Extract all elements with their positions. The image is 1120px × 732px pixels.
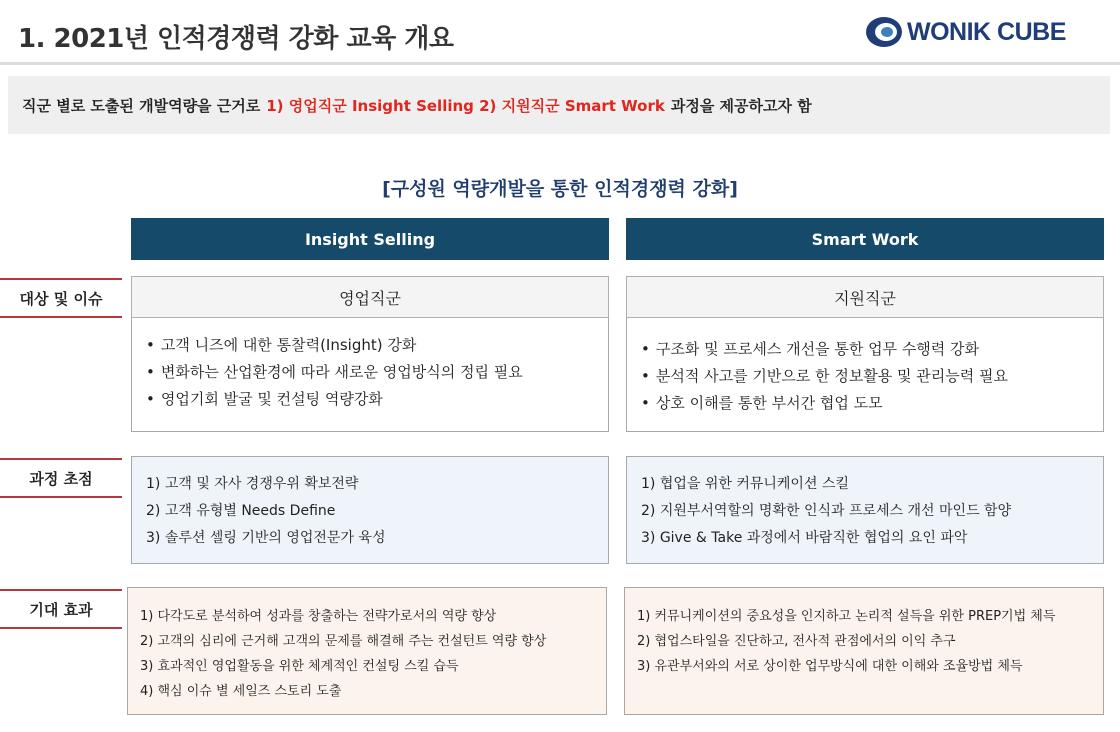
list-item: • 분석적 사고를 기반으로 한 정보활용 및 관리능력 필요 xyxy=(641,363,1103,390)
target-group-sales: 영업직군 xyxy=(131,276,609,318)
list-item: 1) 고객 및 자사 경쟁우위 확보전략 xyxy=(146,476,359,492)
intro-text-after: 과정을 제공하고자 함 xyxy=(670,96,812,115)
list-item: 3) 유관부서와의 서로 상이한 업무방식에 대한 이해와 조율방법 체득 xyxy=(637,659,1023,674)
section-title: [구성원 역량개발을 통한 인적경쟁력 강화] xyxy=(382,178,738,200)
list-item: • 영업기회 발굴 및 컨설팅 역량강화 xyxy=(146,386,608,413)
focus-box-insight-selling xyxy=(131,456,609,564)
company-logo xyxy=(864,14,1066,50)
list-item: 3) 솔루션 셀링 기반의 영업전문가 육성 xyxy=(146,530,386,546)
row-label-effect: 기대 효과 xyxy=(0,589,122,629)
intro-highlight: 1) 영업직군 Insight Selling 2) 지원직군 Smart Work xyxy=(266,96,665,115)
logo-text: WONIK CUBE xyxy=(907,17,1066,46)
issues-box-smart-work xyxy=(626,318,1104,432)
list-item: 1) 다각도로 분석하여 성과를 창출하는 전략가로서의 역량 향상 xyxy=(140,609,497,624)
list-item: • 변화하는 산업환경에 따라 새로운 영업방식의 정립 필요 xyxy=(146,359,608,386)
focus-box-smart-work xyxy=(626,456,1104,564)
logo-mark-icon xyxy=(864,15,904,49)
list-item: • 상호 이해를 통한 부서간 협업 도모 xyxy=(641,390,1103,417)
list-item: 1) 커뮤니케이션의 중요성을 인지하고 논리적 설득을 위한 PREP기법 체득 xyxy=(637,609,1056,624)
list-item: 2) 고객 유형별 Needs Define xyxy=(146,503,336,519)
list-item: 3) 효과적인 영업활동을 위한 체계적인 컨설팅 스킬 습득 xyxy=(140,659,459,674)
intro-banner xyxy=(8,76,1110,134)
list-item: 1) 협업을 위한 커뮤니케이션 스킬 xyxy=(641,476,849,492)
list-item: 2) 협업스타일을 진단하고, 전사적 관점에서의 이익 추구 xyxy=(637,634,956,649)
column-header-smart-work: Smart Work xyxy=(626,218,1104,260)
list-item: 3) Give & Take 과정에서 바람직한 협업의 요인 파악 xyxy=(641,530,968,546)
list-item: 2) 지원부서역할의 명확한 인식과 프로세스 개선 마인드 함양 xyxy=(641,503,1012,519)
effects-box-insight-selling xyxy=(127,587,607,715)
intro-text-before: 직군 별로 도출된 개발역량을 근거로 xyxy=(22,96,261,115)
row-label-target: 대상 및 이슈 xyxy=(0,278,122,318)
title-divider xyxy=(0,62,1120,65)
target-group-support: 지원직군 xyxy=(626,276,1104,318)
column-header-insight-selling: Insight Selling xyxy=(131,218,609,260)
row-label-focus: 과정 초점 xyxy=(0,458,122,498)
list-item: 4) 핵심 이슈 별 세일즈 스토리 도출 xyxy=(140,684,342,699)
issues-box-insight-selling xyxy=(131,318,609,432)
list-item: • 구조화 및 프로세스 개선을 통한 업무 수행력 강화 xyxy=(641,336,1103,363)
list-item: 2) 고객의 심리에 근거해 고객의 문제를 해결해 주는 컨설턴트 역량 향상 xyxy=(140,634,547,649)
effects-box-smart-work xyxy=(624,587,1104,715)
list-item: • 고객 니즈에 대한 통찰력(Insight) 강화 xyxy=(146,332,608,359)
page-title: 1. 2021년 인적경쟁력 강화 교육 개요 xyxy=(18,24,454,54)
